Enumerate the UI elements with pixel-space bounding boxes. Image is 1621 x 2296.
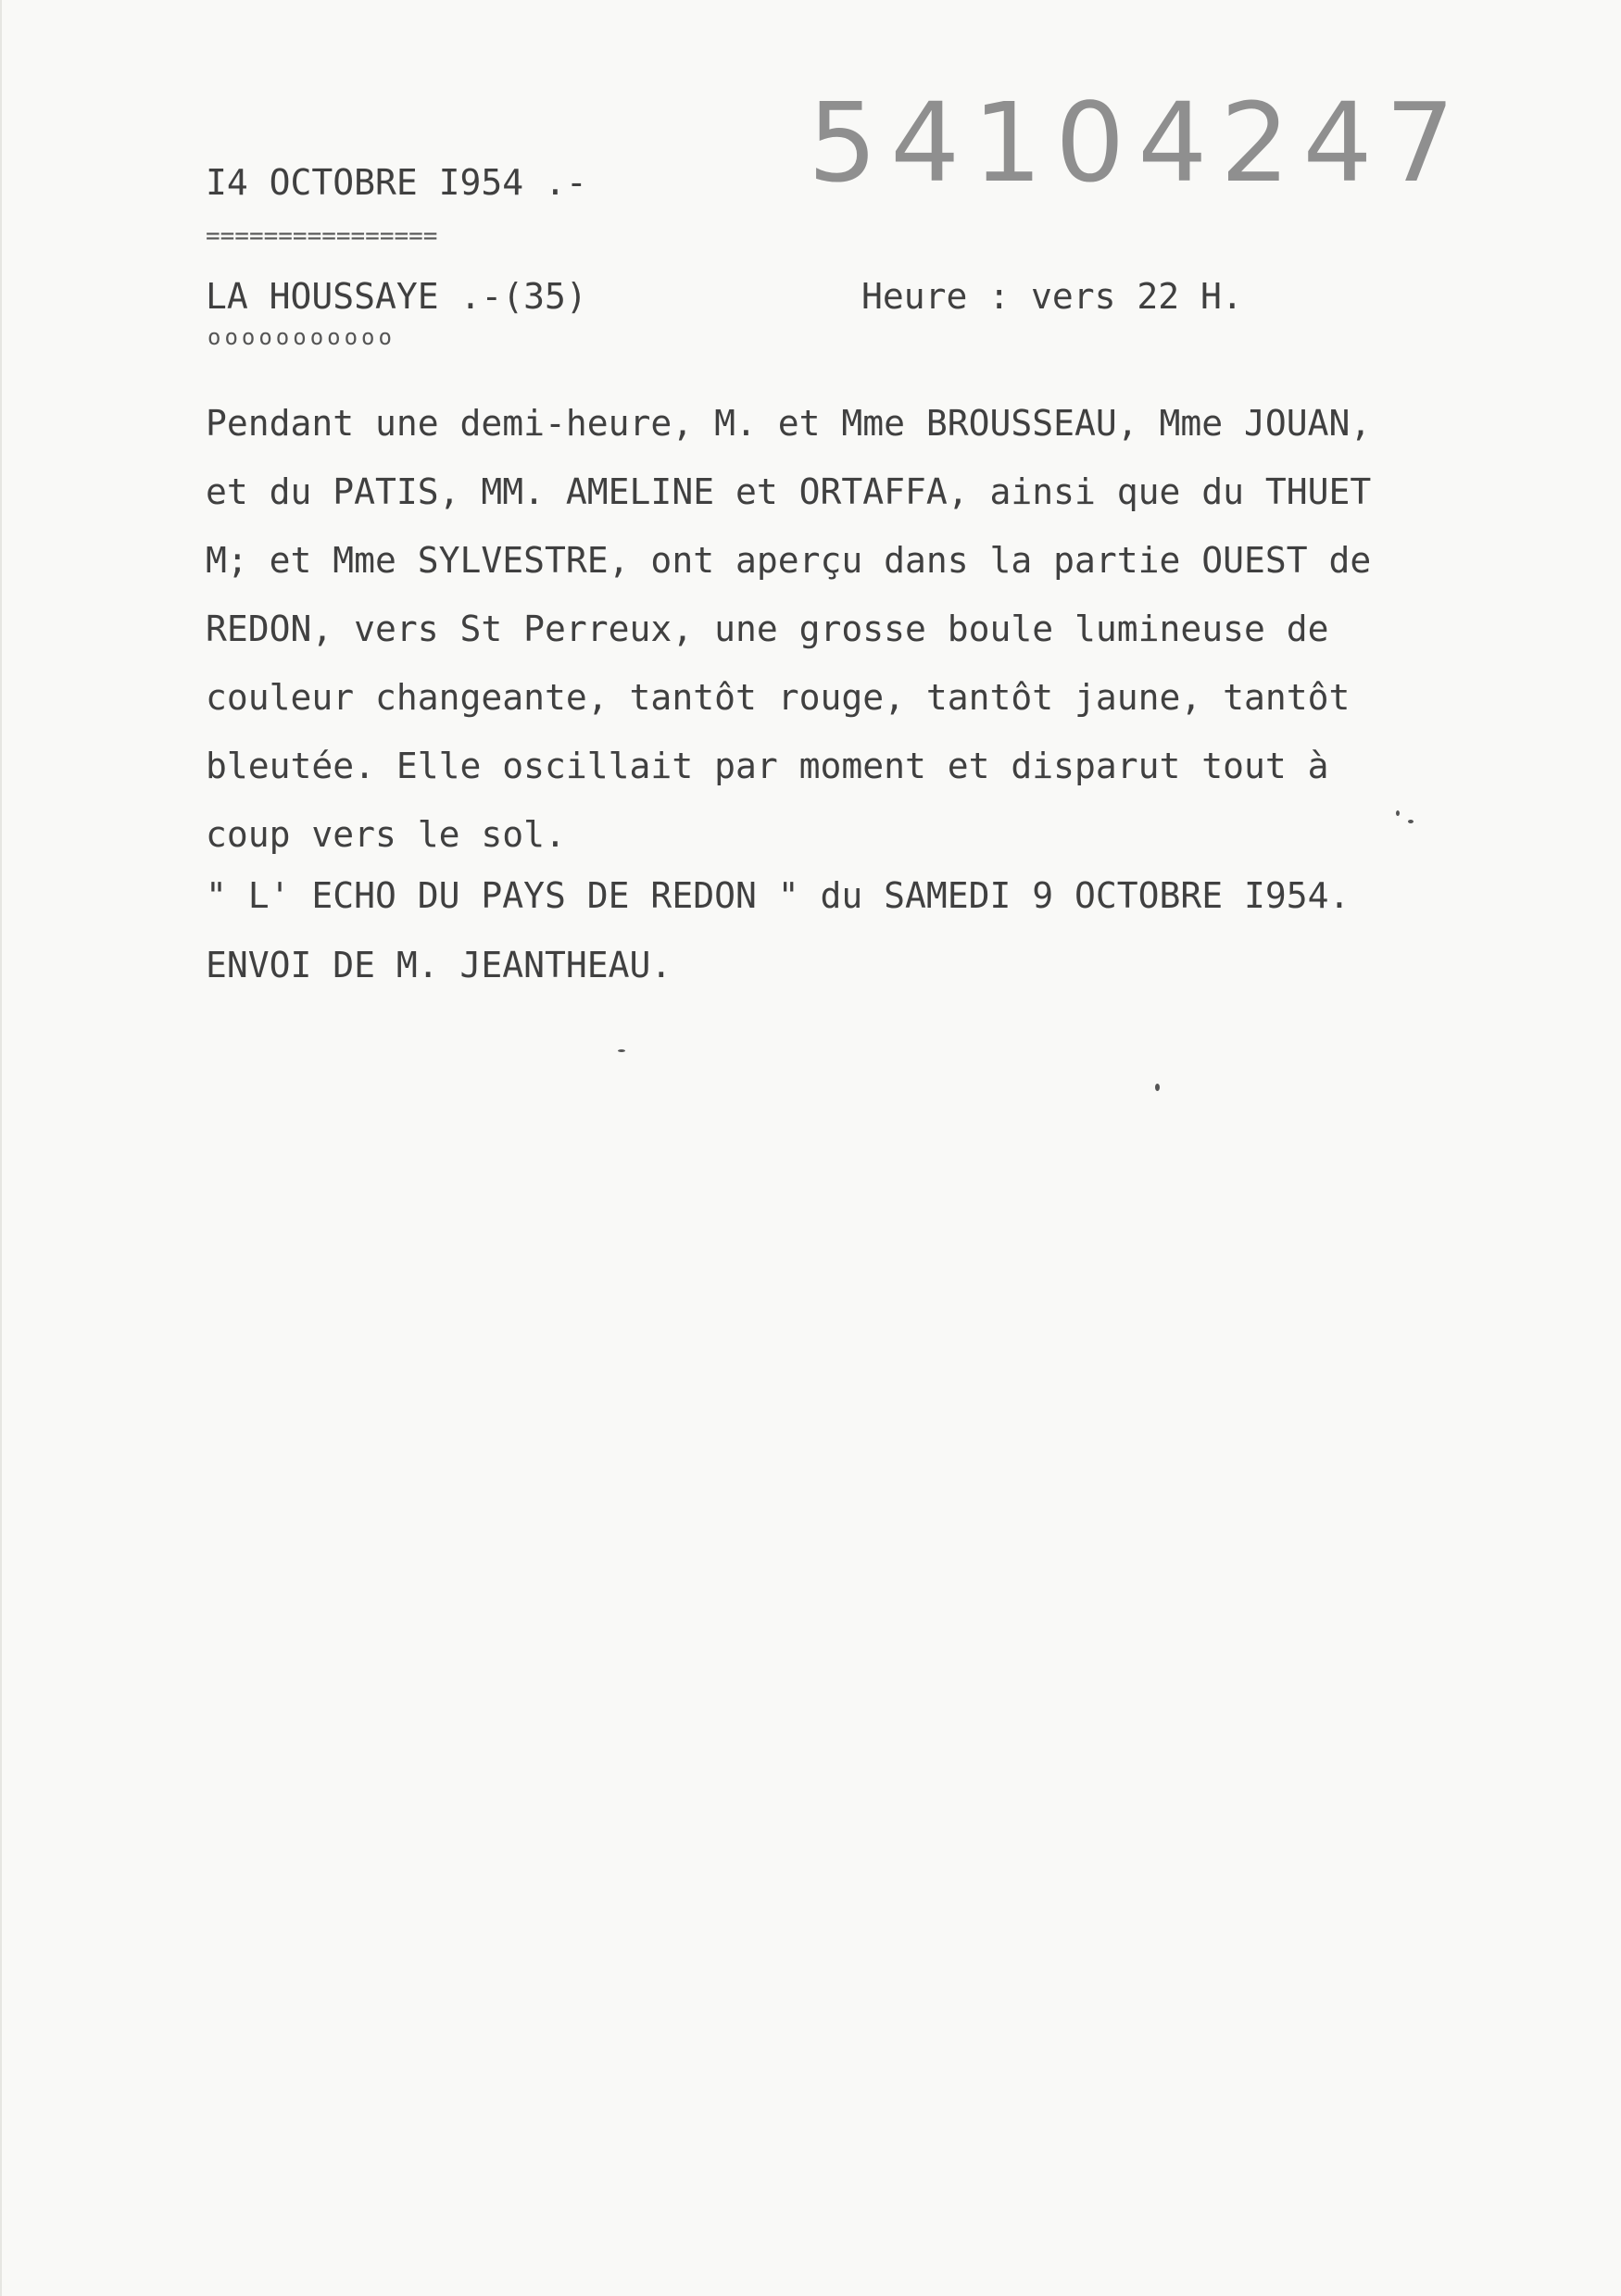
body-line: bleutée. Elle oscillait par moment et disparut tout à	[206, 746, 1329, 786]
place-underline: ooooooooooo	[207, 324, 396, 350]
body-line: M; et Mme SYLVESTRE, ont aperçu dans la partie OUEST de	[206, 540, 1372, 581]
source-citation: " L' ECHO DU PAYS DE REDON " du SAMEDI 9 OCTOBRE I954.	[206, 875, 1351, 916]
ink-speck	[1396, 810, 1400, 816]
report-date: I4 OCTOBRE I954 .-	[206, 162, 587, 203]
body-line: et du PATIS, MM. AMELINE et ORTAFFA, ainsi que du THUET	[206, 471, 1372, 512]
date-underline: ================	[206, 222, 438, 250]
body-line: couleur changeante, tantôt rouge, tantôt jaune, tantôt	[206, 677, 1351, 718]
report-time: Heure : vers 22 H.	[861, 276, 1243, 317]
sender-line: ENVOI DE M. JEANTHEAU.	[206, 945, 672, 985]
body-line: Pendant une demi-heure, M. et Mme BROUSSEAU, Mme JOUAN,	[206, 403, 1372, 444]
body-line: coup vers le sol.	[206, 814, 566, 855]
ink-speck	[1408, 820, 1414, 823]
report-place: LA HOUSSAYE .-(35)	[206, 276, 587, 317]
ink-speck	[1155, 1084, 1160, 1091]
reference-number: 54104247	[808, 79, 1468, 207]
report-body	[206, 389, 1558, 869]
body-line: REDON, vers St Perreux, une grosse boule lumineuse de	[206, 609, 1329, 649]
ink-speck	[618, 1049, 625, 1052]
